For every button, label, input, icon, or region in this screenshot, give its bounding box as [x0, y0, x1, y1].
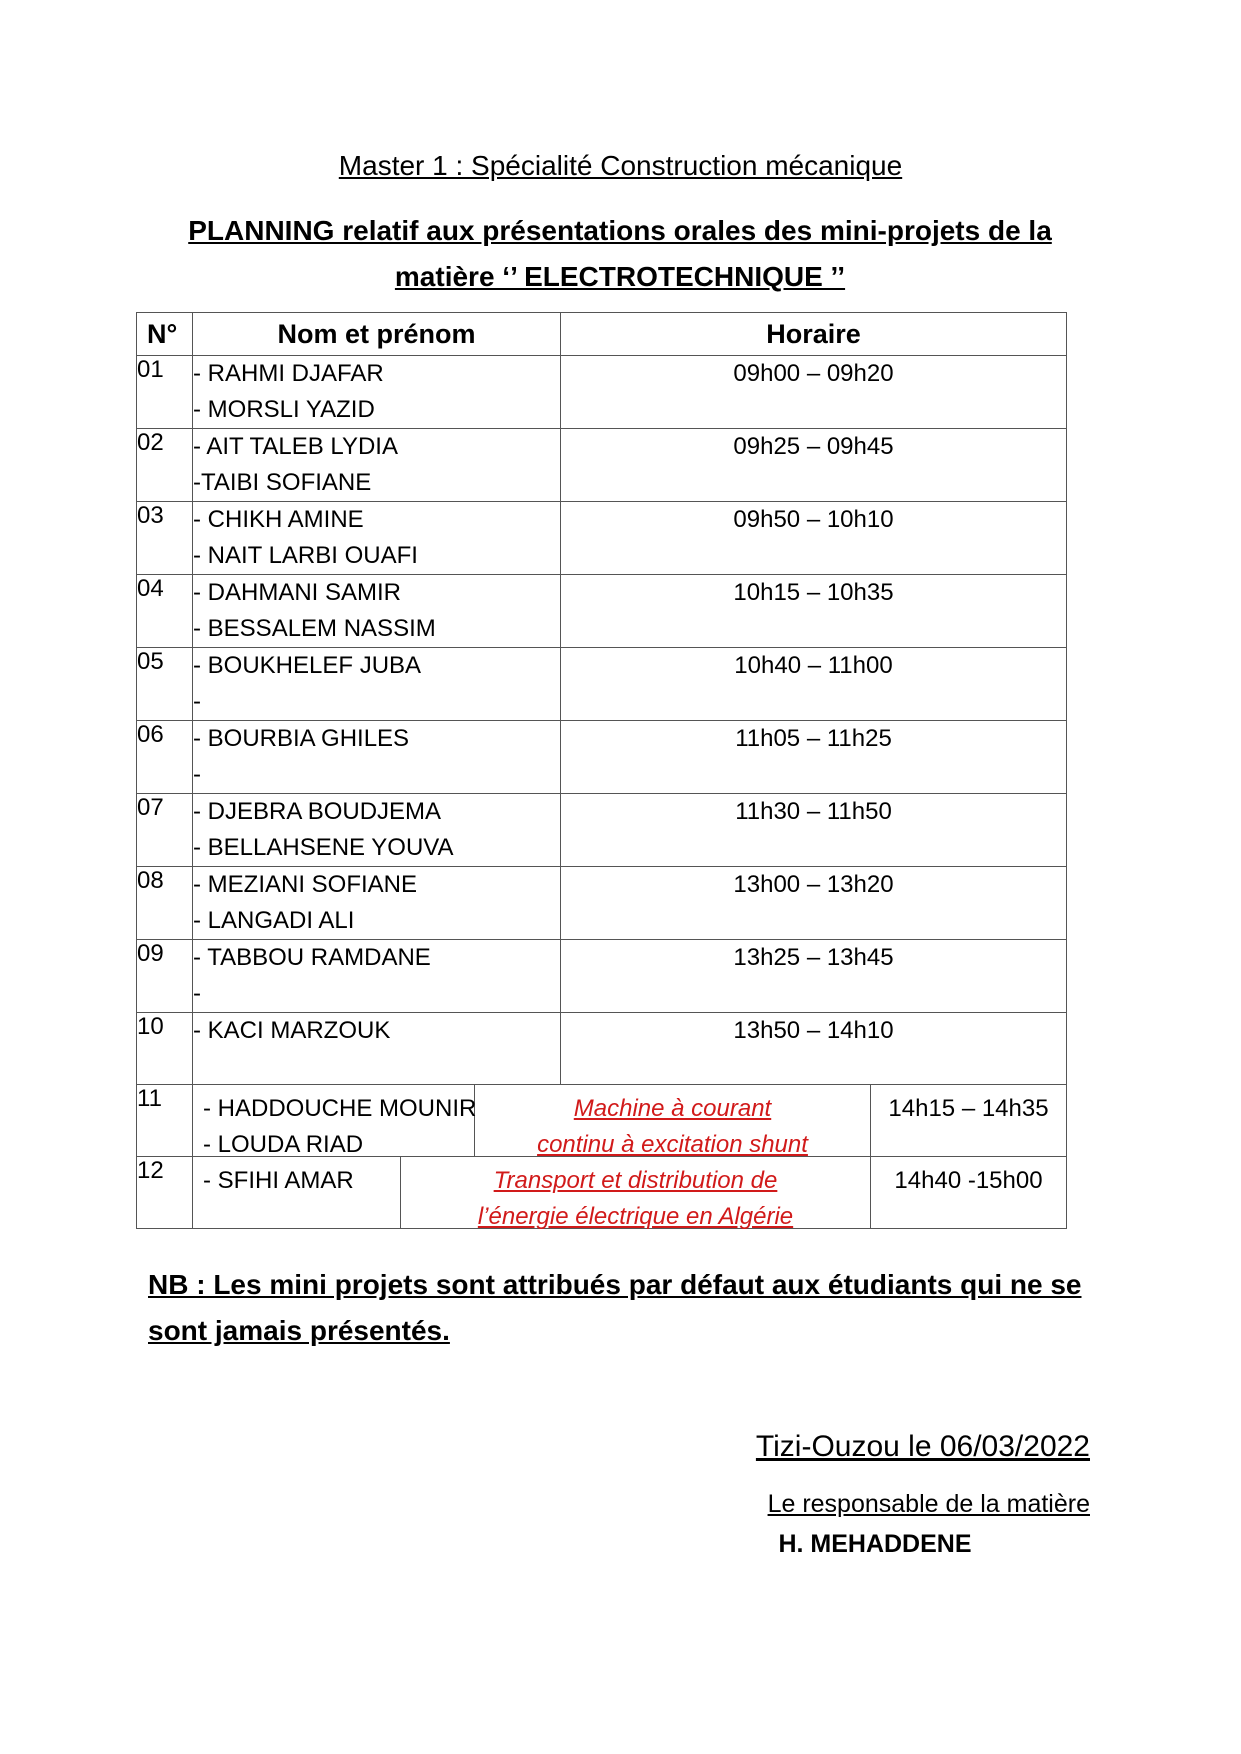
student-name: - BOUKHELEF JUBA — [193, 652, 422, 679]
topic-line: Transport et distribution de — [493, 1167, 778, 1194]
row-number: 05 — [137, 648, 193, 721]
table-row — [137, 356, 1067, 429]
time-slot: 10h40 – 11h00 — [561, 648, 1067, 721]
time-slot: 14h40 -15h00 — [870, 1157, 1066, 1228]
subtitle: Master 1 : Spécialité Construction mécanique — [338, 150, 903, 181]
table-row — [137, 794, 1067, 867]
row-number: 08 — [137, 867, 193, 940]
row-number: 01 — [137, 356, 193, 429]
student-name: - KACI MARZOUK — [193, 1017, 391, 1044]
project-topic — [475, 1085, 870, 1156]
student-name: - BOURBIA GHILES — [193, 725, 410, 752]
student-name: - AIT TALEB LYDIA — [193, 433, 398, 460]
student-name: - MEZIANI SOFIANE — [193, 871, 418, 898]
student-name: - DJEBRA BOUDJEMA — [193, 798, 442, 825]
student-names — [193, 940, 561, 1013]
page-title: PLANNING relatif aux présentations orales des mini-projets de la matière ‘’ ELECTROTECHNIQUE ’’ — [188, 215, 1052, 292]
row-number: 09 — [137, 940, 193, 1013]
time-slot: 09h50 – 10h10 — [561, 502, 1067, 575]
table-row — [137, 502, 1067, 575]
student-name: - — [193, 980, 201, 1007]
place-date: Tizi-Ouzou le 06/03/2022 — [755, 1430, 1090, 1463]
table-row — [137, 429, 1067, 502]
student-names — [193, 794, 561, 867]
table-row — [137, 1157, 1067, 1229]
table-header-row — [137, 313, 1067, 356]
row-number: 11 — [137, 1085, 193, 1157]
responsible-name: H. MEHADDENE — [778, 1530, 972, 1558]
topic-line: Machine à courant — [573, 1095, 772, 1122]
project-topic — [401, 1157, 870, 1228]
row-number: 06 — [137, 721, 193, 794]
student-names — [193, 867, 561, 940]
row-number: 12 — [137, 1157, 193, 1229]
topic-cell — [193, 1085, 1067, 1157]
student-names — [193, 356, 561, 429]
student-name: - NAIT LARBI OUAFI — [193, 542, 418, 569]
student-name: -TAIBI SOFIANE — [193, 469, 372, 496]
table-row — [137, 940, 1067, 1013]
student-name: - — [193, 761, 201, 788]
topic-wrap — [193, 1157, 1066, 1228]
student-name: - RAHMI DJAFAR — [193, 360, 384, 387]
header-time: Horaire — [561, 313, 1067, 356]
student-name: - LANGADI ALI — [193, 907, 355, 934]
time-slot: 09h00 – 09h20 — [561, 356, 1067, 429]
header-name: Nom et prénom — [193, 313, 561, 356]
time-slot: 11h30 – 11h50 — [561, 794, 1067, 867]
student-names — [193, 575, 561, 648]
student-name: - BELLAHSENE YOUVA — [193, 834, 454, 861]
row-number: 04 — [137, 575, 193, 648]
student-name: - CHIKH AMINE — [193, 506, 364, 533]
row-number: 03 — [137, 502, 193, 575]
student-name: - DAHMANI SAMIR — [193, 579, 402, 606]
student-name: - HADDOUCHE MOUNIR — [203, 1095, 477, 1122]
student-names — [193, 1085, 475, 1156]
time-slot: 13h50 – 14h10 — [561, 1013, 1067, 1085]
row-number: 02 — [137, 429, 193, 502]
schedule-table — [136, 312, 1067, 1229]
student-names — [193, 1013, 561, 1085]
time-slot: 09h25 – 09h45 — [561, 429, 1067, 502]
topic-cell — [193, 1157, 1067, 1229]
time-slot: 10h15 – 10h35 — [561, 575, 1067, 648]
student-name: - — [193, 688, 201, 715]
table-row — [137, 1013, 1067, 1085]
student-name: - BESSALEM NASSIM — [193, 615, 436, 642]
topic-line: continu à excitation shunt — [537, 1131, 808, 1158]
time-slot: 13h00 – 13h20 — [561, 867, 1067, 940]
time-slot: 13h25 – 13h45 — [561, 940, 1067, 1013]
time-slot: 11h05 – 11h25 — [561, 721, 1067, 794]
table-row — [137, 721, 1067, 794]
student-name: - SFIHI AMAR — [203, 1167, 354, 1194]
topic-wrap — [193, 1085, 1066, 1156]
table-row — [137, 648, 1067, 721]
student-name: - TABBOU RAMDANE — [193, 944, 431, 971]
table-row — [137, 1085, 1067, 1157]
note: NB : Les mini projets sont attribués par défaut aux étudiants qui ne se sont jamais présentés. — [148, 1269, 1082, 1346]
student-names — [193, 1157, 401, 1228]
time-slot: 14h15 – 14h35 — [870, 1085, 1066, 1156]
student-names — [193, 648, 561, 721]
responsible-label: Le responsable de la matière — [767, 1490, 1090, 1518]
student-name: - LOUDA RIAD — [203, 1131, 364, 1158]
student-names — [193, 721, 561, 794]
student-names — [193, 429, 561, 502]
table-row — [137, 867, 1067, 940]
header-number: N° — [137, 313, 193, 356]
student-name: - MORSLI YAZID — [193, 396, 375, 423]
row-number: 10 — [137, 1013, 193, 1085]
row-number: 07 — [137, 794, 193, 867]
topic-line: l’énergie électrique en Algérie — [477, 1203, 794, 1230]
table-row — [137, 575, 1067, 648]
student-names — [193, 502, 561, 575]
